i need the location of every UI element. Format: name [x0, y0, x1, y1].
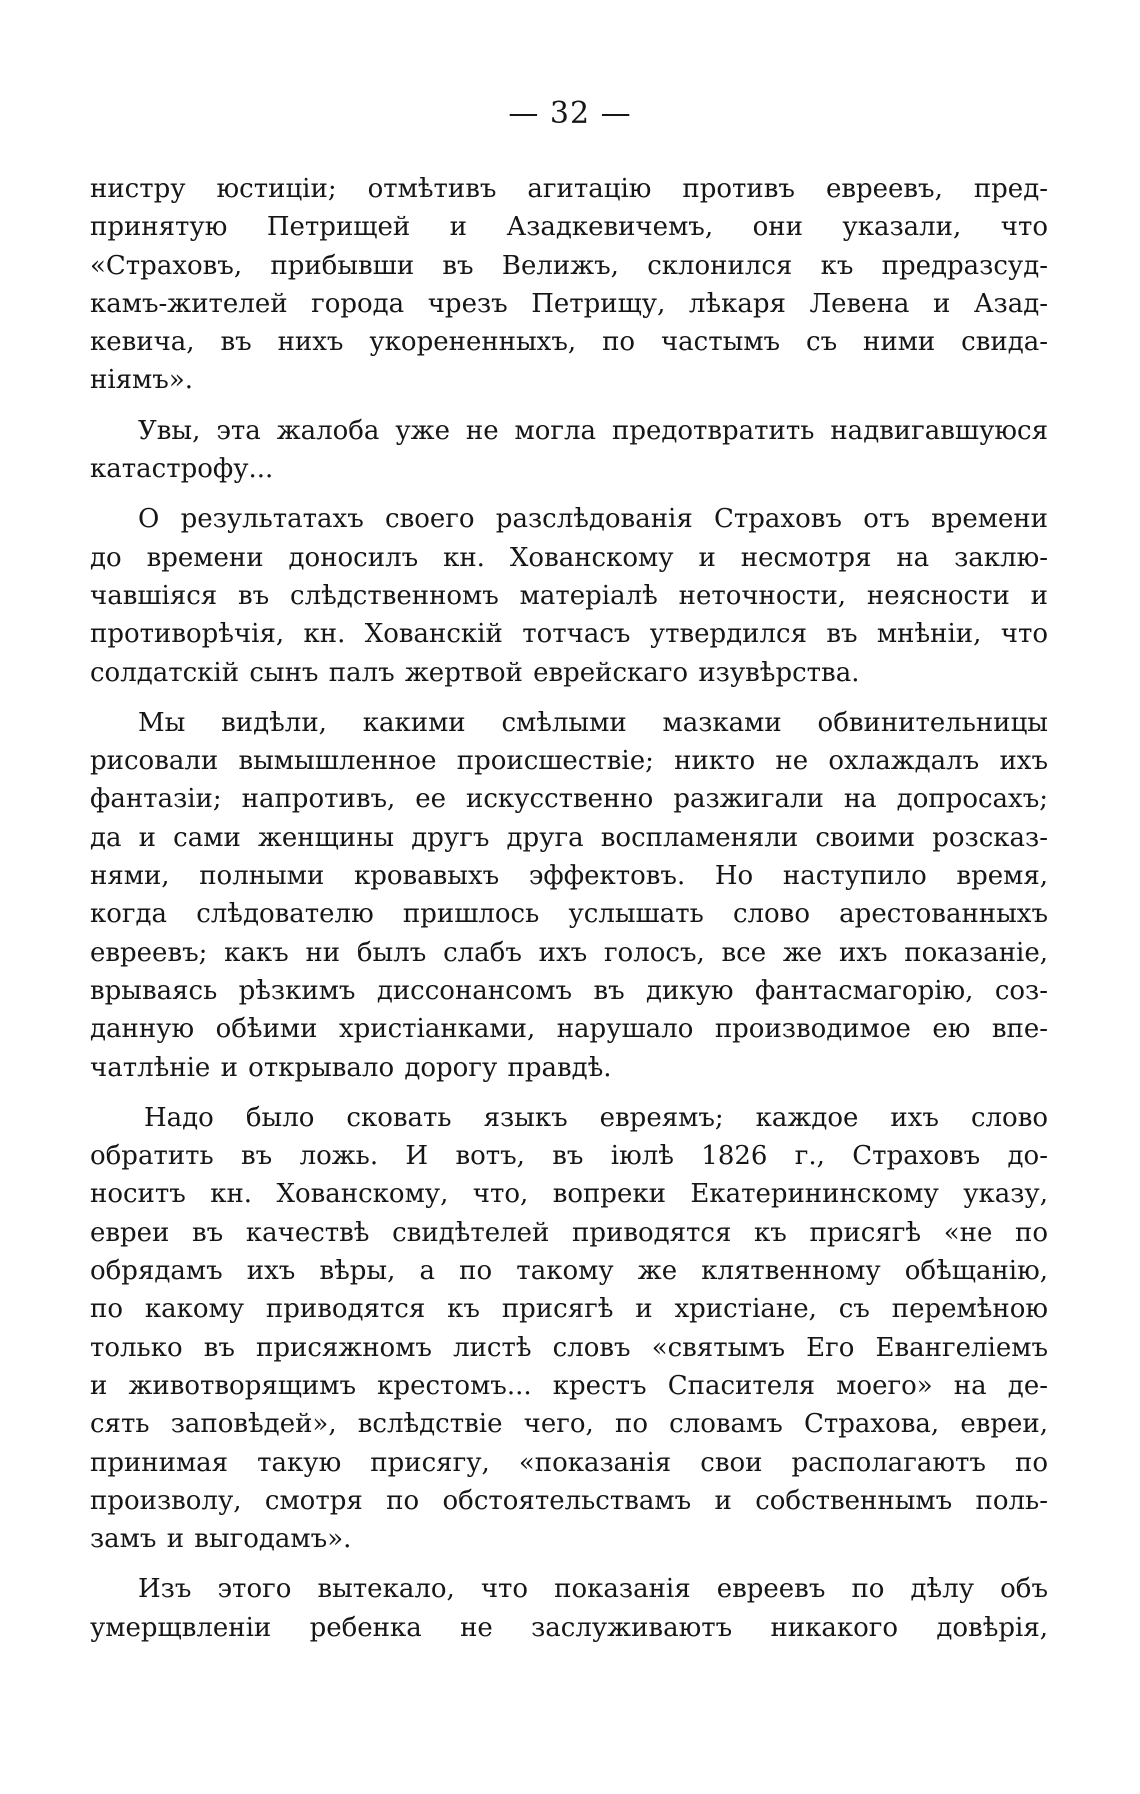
text-line: произволу, смотря по обстоятельствамъ и собственнымъ поль-: [90, 1485, 1048, 1516]
paragraph: [90, 704, 1048, 1087]
text-line: врываясь рѣзкимъ диссонансомъ въ дикую фантасмагорiю, соз-: [90, 975, 1048, 1006]
page-text: [90, 170, 1048, 1647]
text-line: фантазiи; напротивъ, ее искусственно разжигали на допросахъ;: [90, 784, 1048, 815]
text-line: данную обѣими христiанками, нарушало производимое ею впе-: [90, 1014, 1048, 1045]
text-line: О результатахъ своего разслѣдованiя Страховъ отъ времени: [138, 504, 1048, 535]
text-line: Увы, эта жалоба уже не могла предотвратить надвигавшуюся: [138, 415, 1048, 446]
text-line: и животворящимъ крестомъ... крестъ Спасителя моего» на де-: [90, 1370, 1048, 1401]
text-line: замъ и выгодамъ».: [90, 1524, 352, 1555]
text-line: принимая такую присягу, «показанiя свои располагаютъ по: [90, 1447, 1048, 1478]
text-line: Мы видѣли, какими смѣлыми мазками обвинительницы: [138, 707, 1048, 738]
text-line: да и сами женщины другъ друга воспламеняли своими розсказ-: [90, 822, 1048, 853]
text-line: камъ-жителей города чрезъ Петрищу, лѣкаря Левена и Азад-: [90, 288, 1048, 319]
page-number: — 32 —: [508, 96, 632, 131]
text-line: нями, полными кровавыхъ эффектовъ. Но наступило время,: [90, 861, 1048, 892]
text-line: до времени доносилъ кн. Хованскому и несмотря на заклю-: [90, 542, 1048, 573]
text-line: чатлѣнiе и открывало дорогу правдѣ.: [90, 1052, 612, 1083]
paragraph: [90, 412, 1048, 489]
paragraph: [90, 1570, 1048, 1647]
text-line: солдатскiй сынъ палъ жертвой еврейскаго изувѣрства.: [90, 657, 860, 688]
text-line: противорѣчiя, кн. Хованскiй тотчасъ утвердился въ мнѣнiи, что: [90, 619, 1048, 650]
text-line: по какому приводятся къ присягѣ и христiане, съ перемѣною: [90, 1294, 1048, 1325]
text-line: нiямъ».: [90, 365, 193, 396]
paragraph: [90, 1099, 1048, 1559]
text-line: рисовали вымышленное происшествiе; никто не охлаждалъ ихъ: [90, 746, 1048, 777]
text-line: катастрофу...: [90, 454, 274, 485]
text-line: Надо было сковать языкъ евреямъ; каждое ихъ слово: [144, 1102, 1048, 1133]
text-line: принятую Петрищей и Азадкевичемъ, они указали, что: [90, 212, 1048, 243]
text-line: когда слѣдователю пришлось услышать слово арестованныхъ: [90, 899, 1048, 930]
text-line: обрядамъ ихъ вѣры, а по такому же клятвенному обѣщанiю,: [90, 1256, 1048, 1287]
text-line: евреи въ качествѣ свидѣтелей приводятся къ присягѣ «не по: [90, 1217, 1048, 1248]
text-line: Изъ этого вытекало, что показанiя евреевъ по дѣлу объ: [138, 1574, 1048, 1605]
text-line: кевича, въ нихъ укорененныхъ, по частымъ съ ними свида-: [90, 327, 1048, 358]
paragraph: [90, 170, 1048, 400]
text-line: только въ присяжномъ листѣ словъ «святымъ Его Евангелiемъ: [90, 1332, 1048, 1363]
text-line: обратить въ ложь. И вотъ, въ iюлѣ 1826 г., Страховъ до-: [90, 1141, 1048, 1172]
text-line: чавшiяся въ слѣдственномъ матерiалѣ неточности, неясности и: [90, 580, 1048, 611]
text-line: нистру юстицiи; отмѣтивъ агитацiю противъ евреевъ, пред-: [90, 174, 1048, 204]
text-line: носитъ кн. Хованскому, что, вопреки Екатерининскому указу,: [90, 1179, 1048, 1210]
text-line: умерщвленiи ребенка не заслуживаютъ никакого довѣрiя,: [90, 1612, 1048, 1643]
text-line: сять заповѣдей», вслѣдствiе чего, по словамъ Страхова, евреи,: [90, 1409, 1048, 1440]
text-line: «Страховъ, прибывши въ Велижъ, склонился къ предразсуд-: [90, 250, 1048, 281]
paragraph: [90, 500, 1048, 691]
text-line: евреевъ; какъ ни былъ слабъ ихъ голосъ, все же ихъ показанiе,: [90, 937, 1048, 968]
